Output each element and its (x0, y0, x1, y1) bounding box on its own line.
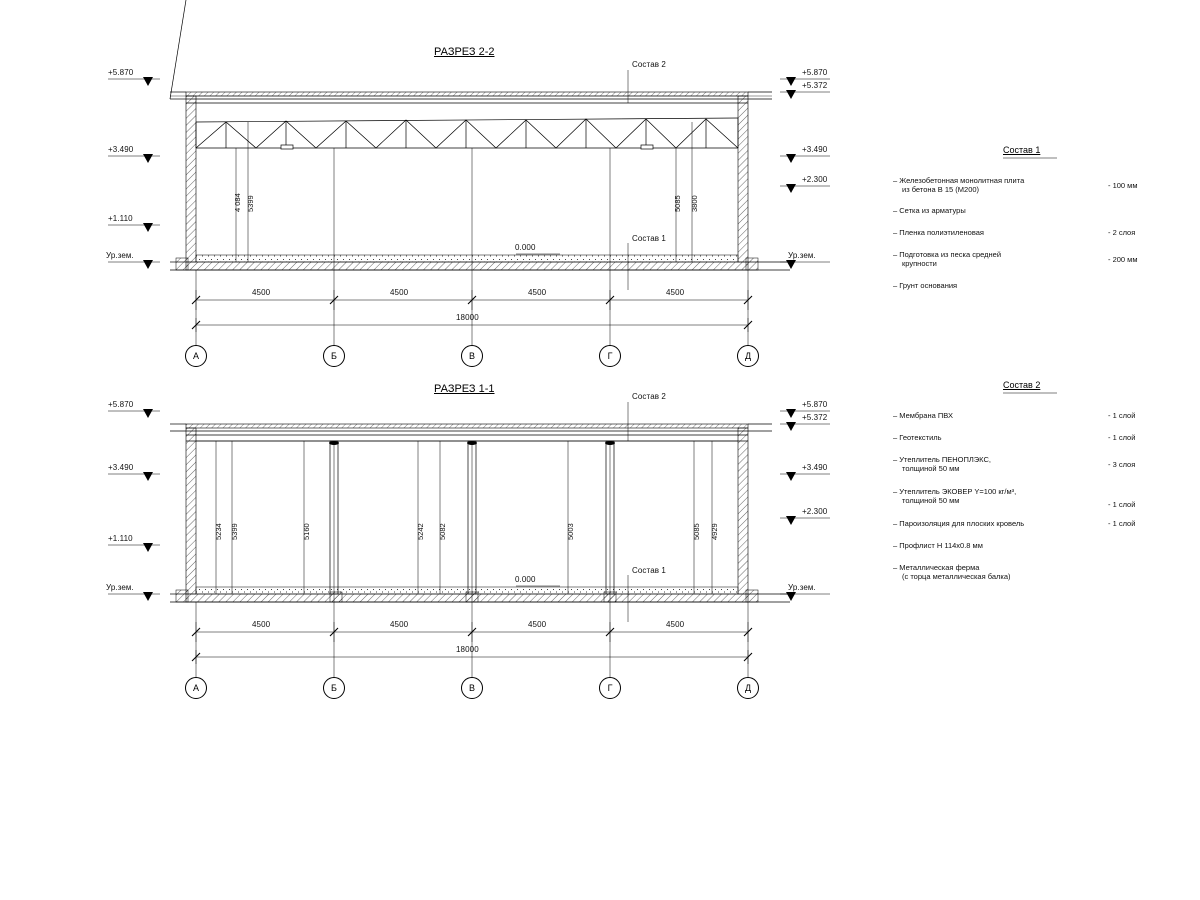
spec2-value-4: - 1 слой (1108, 500, 1136, 509)
spec2-title: Состав 2 (1003, 380, 1041, 390)
spec2-value-2: - 1 слой (1108, 433, 1136, 442)
bay-dim-3-s2: 4500 (528, 288, 547, 297)
bay-dim-2-s2: 4500 (390, 288, 409, 297)
spec1-row-3-dash: – (893, 228, 898, 237)
axis-marker-v-s1: В (461, 677, 483, 699)
spec1-value-3: - 2 слоя (1108, 228, 1136, 237)
axis-marker-d-s2: Д (737, 345, 759, 367)
spec1-row-5-dash: – (893, 281, 898, 290)
level-right-ground-s1: Ур.зем. (788, 583, 816, 592)
spec2-row-4-text: Утеплитель ЭКОВЕР Y=100 кг/м³, (899, 487, 1017, 496)
spec1-row-4-text2: крупности (902, 259, 937, 268)
vdim-4929-s1: 4929 (710, 523, 719, 540)
spec2-row-6-text: Профлист Н 114х0.8 мм (899, 541, 983, 550)
spec1-row-4-dash: – (893, 250, 898, 259)
level-left-5870-s2: +5.870 (108, 68, 134, 77)
spec1-row-5-text: Грунт основания (899, 281, 958, 290)
level-right-2300-s2: +2.300 (802, 175, 828, 184)
leader-sostav2-s2: Состав 2 (632, 60, 666, 69)
bay-dim-1-s1: 4500 (252, 620, 271, 629)
spec2-row-5-dash: – (893, 519, 898, 528)
spec2-row-2-text: Геотекстиль (899, 433, 942, 442)
spec2-row-4-dash: – (893, 487, 898, 496)
spec1-title: Состав 1 (1003, 145, 1041, 155)
vdim-5399-s1: 5399 (230, 523, 239, 540)
level-right-5372-s2: +5.372 (802, 81, 828, 90)
spec1-row-3-text: Пленка полиэтиленовая (899, 228, 984, 237)
bay-dim-2-s1: 4500 (390, 620, 409, 629)
level-right-5870-s2: +5.870 (802, 68, 828, 77)
spec2-row-3-dash: – (893, 455, 898, 464)
bay-dim-3-s1: 4500 (528, 620, 547, 629)
spec1-row-2 (893, 206, 966, 215)
spec2-row-7-dash: – (893, 563, 898, 572)
bay-dim-1-s2: 4500 (252, 288, 271, 297)
total-dim-s1: 18000 (456, 645, 479, 654)
spec1-row-4-text: Подготовка из песка средней (899, 250, 1002, 259)
spec2-row-2 (893, 433, 942, 442)
axis-marker-g-s2: Г (599, 345, 621, 367)
axis-marker-a-s2: А (185, 345, 207, 367)
spec1-row-4 (893, 250, 1001, 268)
spec1-row-2-text: Сетка из арматуры (899, 206, 966, 215)
level-left-ground-s1: Ур.зем. (106, 583, 134, 592)
spec2-row-5 (893, 519, 1024, 528)
vdim-5242-s1: 5242 (416, 523, 425, 540)
total-dim-s2: 18000 (456, 313, 479, 322)
spec1-row-1-dash: – (893, 176, 898, 185)
vdim-5234-s1: 5234 (214, 523, 223, 540)
section-title-2-2: РАЗРЕЗ 2-2 (434, 46, 495, 58)
vdim-3800-s2: 3800 (690, 195, 699, 212)
vdim-5085-s2: 5085 (673, 195, 682, 212)
level-left-1110-s1: +1.110 (108, 534, 133, 543)
spec2-row-1 (893, 411, 953, 420)
level-right-5372-s1: +5.372 (802, 413, 828, 422)
spec2-row-5-text: Пароизоляция для плоских кровель (899, 519, 1025, 528)
level-left-1110-s2: +1.110 (108, 214, 133, 223)
spec2-row-2-dash: – (893, 433, 898, 442)
section-title-1-1: РАЗРЕЗ 1-1 (434, 383, 495, 395)
spec2-value-5: - 1 слой (1108, 519, 1136, 528)
spec2-row-7-text: Металлическая ферма (899, 563, 980, 572)
bay-dim-4-s2: 4500 (666, 288, 685, 297)
axis-marker-b-s2: Б (323, 345, 345, 367)
bay-dim-4-s1: 4500 (666, 620, 685, 629)
spec1-row-1-text: Железобетонная монолитная плита (899, 176, 1025, 185)
axis-marker-v-s2: В (461, 345, 483, 367)
spec1-row-1 (893, 176, 1024, 194)
spec2-row-3 (893, 455, 991, 473)
spec2-row-4-text2: толщиной 50 мм (902, 496, 960, 505)
spec2-row-1-dash: – (893, 411, 898, 420)
spec2-row-3-text: Утеплитель ПЕНОПЛЭКС, (899, 455, 991, 464)
level-right-3490-s2: +3.490 (802, 145, 828, 154)
axis-marker-d-s1: Д (737, 677, 759, 699)
level-right-2300-s1: +2.300 (802, 507, 828, 516)
zero-mark-s2: 0.000 (515, 243, 536, 252)
vdim-5003-s1: 5003 (566, 523, 575, 540)
axis-marker-a-s1: А (185, 677, 207, 699)
spec2-row-1-text: Мембрана ПВХ (899, 411, 953, 420)
leader-sostav1-s2: Состав 1 (632, 234, 666, 243)
spec1-row-5 (893, 281, 957, 290)
spec2-row-6-dash: – (893, 541, 898, 550)
level-right-5870-s1: +5.870 (802, 400, 828, 409)
vdim-5160-s1: 5160 (302, 523, 311, 540)
spec2-row-6 (893, 541, 983, 550)
level-right-3490-s1: +3.490 (802, 463, 828, 472)
level-right-ground-s2: Ур.зем. (788, 251, 816, 260)
zero-mark-s1: 0.000 (515, 575, 536, 584)
spec1-value-4: - 200 мм (1108, 255, 1138, 264)
spec2-value-3: - 3 слоя (1108, 460, 1136, 469)
spec1-row-3 (893, 228, 984, 237)
spec1-value-1: - 100 мм (1108, 181, 1138, 190)
spec2-row-3-text2: толщиной 50 мм (902, 464, 960, 473)
leader-sostav2-s1: Состав 2 (632, 392, 666, 401)
level-left-3490-s2: +3.490 (108, 145, 134, 154)
spec2-row-4 (893, 487, 1016, 505)
level-left-5870-s1: +5.870 (108, 400, 134, 409)
spec1-row-2-dash: – (893, 206, 898, 215)
spec2-row-7-text2: (с торца металлическая балка) (902, 572, 1011, 581)
spec2-row-7 (893, 563, 1011, 581)
vdim-5082-s1: 5082 (438, 523, 447, 540)
vdim-5399-s2: 5399 (246, 195, 255, 212)
leader-sostav1-s1: Состав 1 (632, 566, 666, 575)
axis-marker-g-s1: Г (599, 677, 621, 699)
spec2-value-1: - 1 слой (1108, 411, 1136, 420)
level-left-ground-s2: Ур.зем. (106, 251, 134, 260)
spec1-row-1-text2: из бетона В 15 (М200) (902, 185, 980, 194)
vdim-4084-s2: 4 084 (233, 193, 242, 212)
level-left-3490-s1: +3.490 (108, 463, 134, 472)
axis-marker-b-s1: Б (323, 677, 345, 699)
vdim-5085-s1: 5085 (692, 523, 701, 540)
